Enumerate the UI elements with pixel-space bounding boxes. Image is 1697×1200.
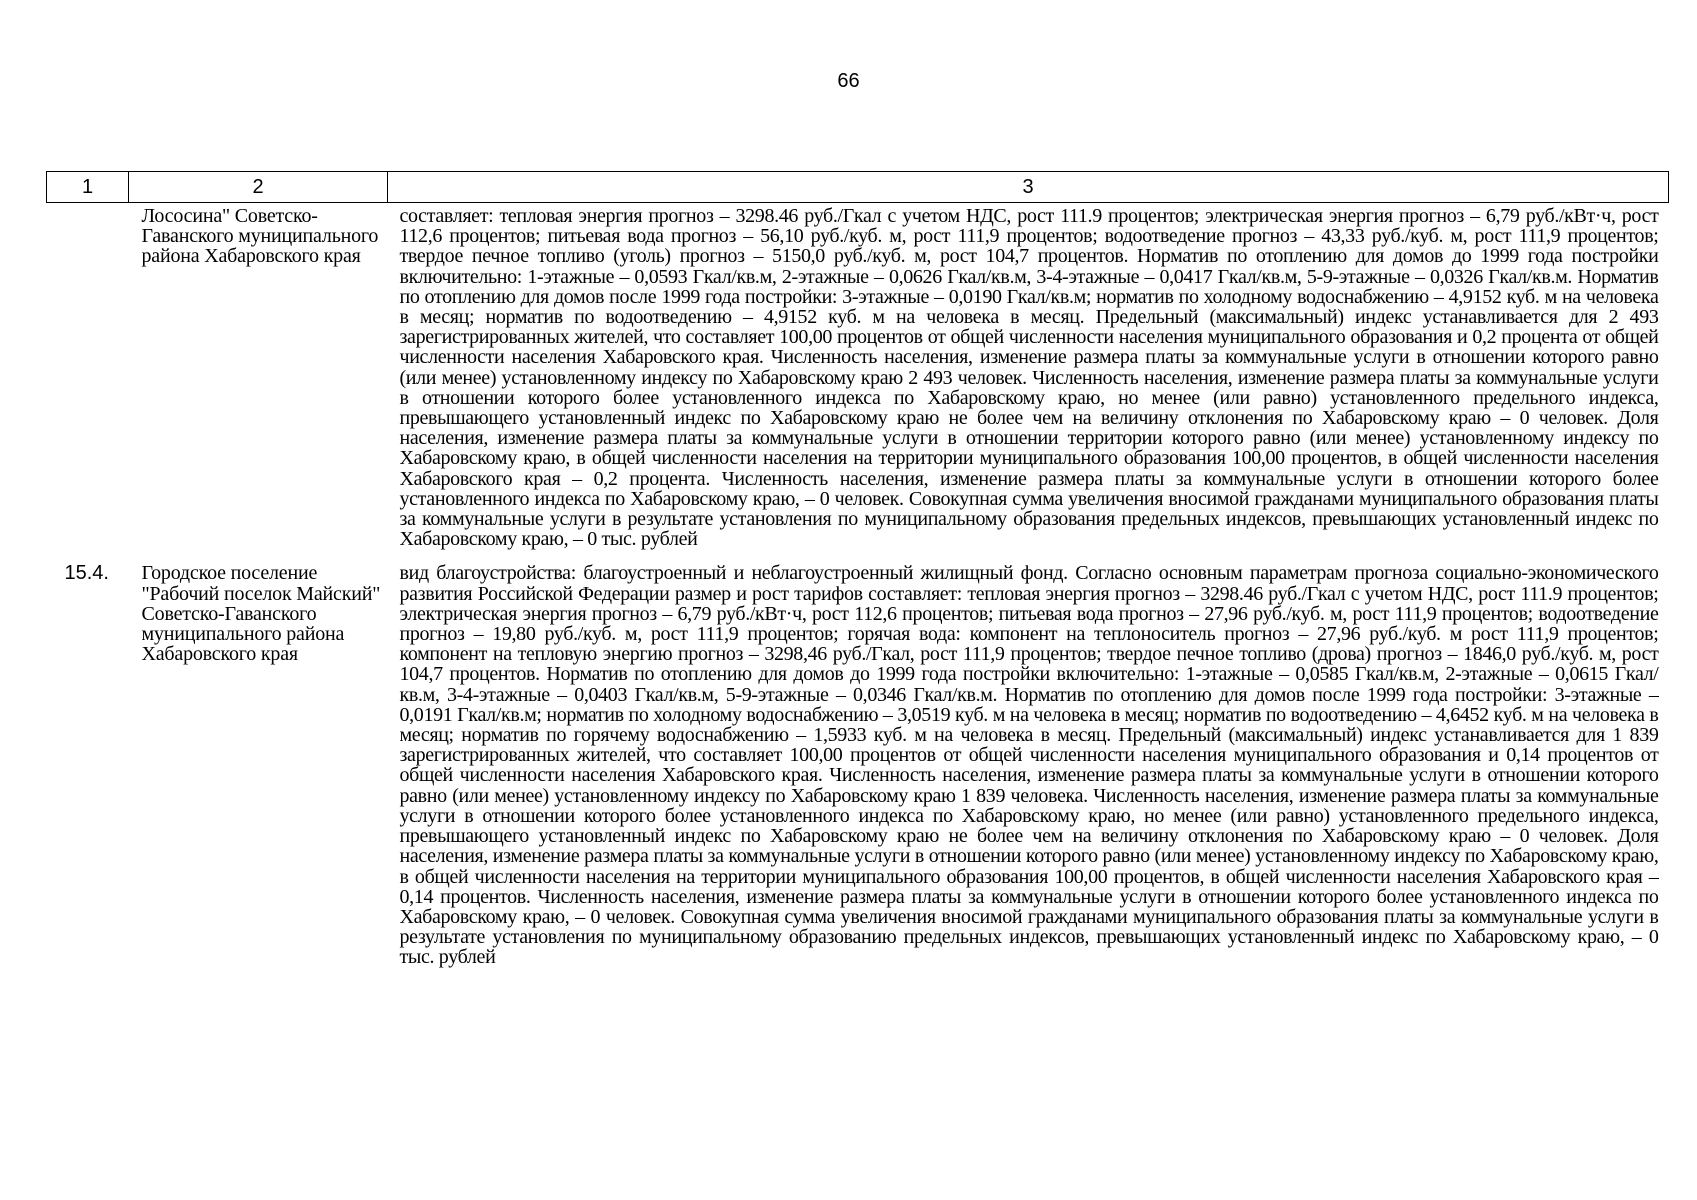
page-number: 66: [837, 70, 860, 92]
municipality-name: Лососина" Советско-Гаванского муниципального района Хабаровского края: [141, 205, 379, 268]
municipality-name: Городское поселение "Рабочий поселок Майский" Советско-Гаванского муниципального района Хабаровского края: [141, 562, 381, 666]
column-header-3: 3: [388, 172, 1669, 203]
column-header-1: 1: [47, 172, 129, 203]
row-number: [47, 203, 129, 550]
table-row: [47, 549, 1669, 967]
tariff-description: составляет: тепловая энергия прогноз – 3298.46 руб./Гкал с учетом НДС, рост 111.9 процентов; электрическая энергия прогноз – 6,79 руб./кВт·ч, рост 112,6 процентов; питьевая вода прогноз – 56,10 руб./куб. м, рост 111,9 процентов; водоотведение прогноз – 43,33 руб./куб. м, рост 111,9 процентов; твердое печное топливо (уголь) прогноз – 5150,0 руб./куб. м, рост 104,7 процентов. Норматив по отоплению для домов до 1999 года постройки включительно: 1-этажные – 0,0593 Гкал/кв.м, 2-этажные – 0,0626 Гкал/кв.м, 3-4-этажные – 0,0417 Гкал/кв.м, 5-9-этажные – 0,0326 Гкал/кв.м. Норматив по отоплению для домов после 1999 года постройки: 3-этажные – 0,0190 Гкал/кв.м; норматив по холодному водоснабжению – 4,9152 куб. м на человека в месяц; норматив по водоотведению – 4,9152 куб. м на человека в месяц. Предельный (максимальный) индекс устанавливается для 2 493 зарегистрированных жителей, что составляет 100,00 процентов от общей численности населения муниципального образования и 0,2 процента от общей численности населения Хабаровского края. Численность населения, изменение размера платы за коммунальные услуги в отношении которого равно (или менее) установленному индексу по Хабаровскому краю 2 493 человек. Численность населения, изменение размера платы за коммунальные услуги в отношении которого более установленного индекса по Хабаровскому краю, но менее (или равно) установленного предельного индекса, превышающего установленный индекс по Хабаровскому краю не более чем на величину отклонения по Хабаровскому краю – 0 человек. Доля населения, изменение размера платы за коммунальные услуги в отношении территории которого равно (или менее) установленному индексу по Хабаровскому краю, в общей численности населения на территории муниципального образования 100,00 процентов, в общей численности населения Хабаровского края – 0,2 процента. Численность населения, изменение размера платы за коммунальные услуги в отношении которого более установленного индекса по Хабаровскому краю, – 0 человек. Совокупная сумма увеличения вносимой гражданами муниципального образования платы за коммунальные услуги в результате установления по муниципальному образования предельных индексов, превышающих установленный индекс по Хабаровскому краю, – 0 тыс. рублей: [399, 205, 1659, 551]
tariff-description: вид благоустройства: благоустроенный и неблагоустроенный жилищный фонд. Согласно основным параметрам прогноза социально-экономического развития Российской Федерации размер и рост тарифов составляет: тепловая энергия прогноз – 3298.46 руб./Гкал с учетом НДС, рост 111.9 процентов; электрическая энергия прогноз – 6,79 руб./кВт·ч, рост 112,6 процентов; питьевая вода прогноз – 27,96 руб./куб. м, рост 111,9 процентов; водоотведение прогноз – 19,80 руб./куб. м, рост 111,9 процентов; горячая вода: компонент на теплоноситель прогноз – 27,96 руб./куб. м рост 111,9 процентов; компонент на тепловую энергию прогноз – 3298,46 руб./Гкал, рост 111,9 процентов; твердое печное топливо (дрова) прогноз – 1846,0 руб./куб. м, рост 104,7 процентов. Норматив по отоплению для домов до 1999 года постройки включительно: 1-этажные – 0,0585 Гкал/кв.м, 2-этажные – 0,0615 Гкал/кв.м, 3-4-этажные – 0,0403 Гкал/кв.м, 5-9-этажные – 0,0346 Гкал/кв.м. Норматив по отоплению для домов после 1999 года постройки: 3-этажные – 0,0191 Гкал/кв.м; норматив по холодному водоснабжению – 3,0519 куб. м на человека в месяц; норматив по водоотведению – 4,6452 куб. м на человека в месяц; норматив по горячему водоснабжению – 1,5933 куб. м на человека в месяц. Предельный (максимальный) индекс устанавливается для 1 839 зарегистрированных жителей, что составляет 100,00 процентов от общей численности населения муниципального образования и 0,14 процентов от общей численности населения Хабаровского края. Численность населения, изменение размера платы за коммунальные услуги в отношении которого равно (или менее) установленному индексу по Хабаровскому краю 1 839 человека. Численность населения, изменение размера платы за коммунальные услуги в отношении которого более установленного индекса по Хабаровскому краю, но менее (или равно) установленного предельного индекса, превышающего установленный индекс по Хабаровскому краю не более чем на величину отклонения по Хабаровскому краю – 0 человек. Доля населения, изменение размера платы за коммунальные услуги в отношении которого равно (или менее) установленному индексу по Хабаровскому краю, в общей численности населения на территории муниципального образования 100,00 процентов, в общей численности населения Хабаровского края – 0,14 процентов. Численность населения, изменение размера платы за коммунальные услуги в отношении которого более установленного индекса по Хабаровскому краю, – 0 человек. Совокупная сумма увеличения вносимой гражданами муниципального образования платы за коммунальные услуги в результате установления по муниципальному образованию предельных индексов, превышающих установленный индекс по Хабаровскому краю, – 0 тыс. рублей: [399, 562, 1659, 969]
table-body: [47, 203, 1669, 968]
column-header-2: 2: [129, 172, 388, 203]
table-header-row: [47, 172, 1669, 203]
table-row: [47, 203, 1669, 550]
table-header: [47, 172, 1669, 203]
tariff-table: [46, 171, 1669, 968]
row-number: 15.4.: [64, 562, 109, 585]
